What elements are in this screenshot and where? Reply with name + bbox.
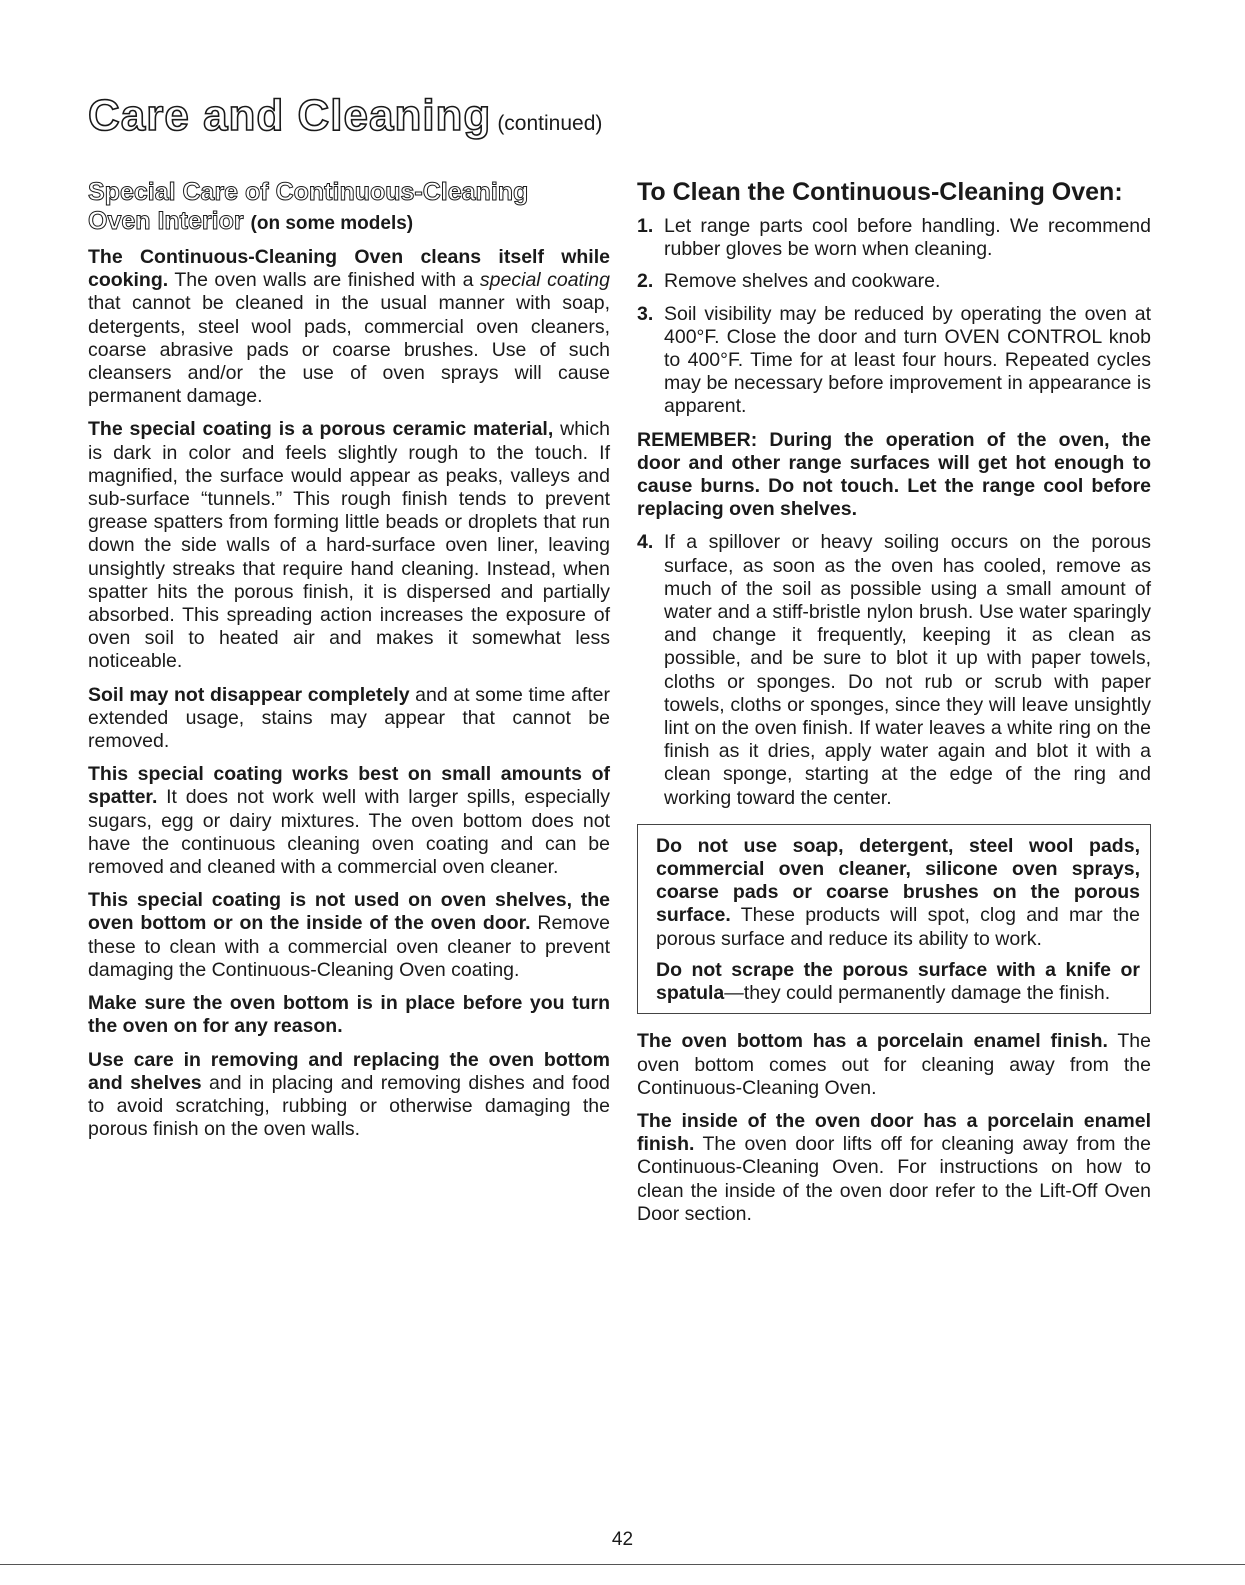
paragraph-text: that cannot be cleaned in the usual manner with soap, detergents, steel wool pads, commercial oven cleaners, coarse abrasive pads or coarse brushes. Use of such cleansers and/or the use of oven sprays will cause permanent damage. [88, 292, 610, 408]
paragraph-italic: special coating [479, 269, 610, 292]
page-number: 42 [611, 1529, 634, 1550]
paragraph-self-cleaning [88, 246, 610, 408]
paragraph-soil [88, 684, 610, 754]
section-title-to-clean: To Clean the Continuous-Cleaning Oven: [637, 178, 1123, 206]
paragraph-text: and in placing and removing dishes and food to avoid scratching, rubbing or otherwise damaging the porous finish on the oven walls. [88, 1071, 611, 1141]
left-column [88, 178, 610, 1151]
paragraph-lead: The inside of the oven door has a porcelain enamel finish. [637, 1109, 1151, 1156]
warning-lead: Do not scrape the porous surface with a knife or spatula [656, 958, 1140, 1005]
paragraph-lead: Use care in removing and replacing the oven bottom and shelves [88, 1048, 610, 1094]
step-text: Remove shelves and cookware. [664, 270, 941, 293]
paragraph-lead: The oven bottom has a porcelain enamel finish. [637, 1030, 1108, 1053]
paragraph-lead: Soil may not disappear completely [88, 683, 410, 706]
paragraph-not-used [88, 889, 610, 982]
page-title [88, 91, 603, 140]
right-column [637, 178, 1151, 1236]
step-item [637, 531, 1151, 809]
step-item [637, 270, 1151, 293]
warning-text: These products will spot, clog and mar the porous surface and reduce its ability to work. [656, 904, 1140, 950]
paragraph-text: Remove these to clean with a commercial oven cleaner to prevent damaging the Continuous-Cleaning Oven coating. [88, 912, 610, 981]
page-title-subtitle: (continued) [497, 112, 603, 135]
paragraph-text: and at some time after extended usage, stains may appear that cannot be removed. [88, 683, 610, 753]
page-title-main: Care and Cleaning [88, 91, 492, 140]
step-text: If a spillover or heavy soiling occurs on the porous surface, as soon as the oven has cooled, remove as much of the soil as possible using a small amount of water and a stiff-bristle nylon brush. Use water sparingly and change it frequently, keeping it as clean as possible, and be sure to blot it up with paper towels, cloths or sponges. Do not rub or scrub with paper towels, cloths or sponges, since they will leave unsightly lint on the oven finish. If water leaves a white ring on the finish as it dries, apply water again and blot it with a clean sponge, starting at the edge of the ring and working toward the center. [664, 531, 1151, 809]
paragraph-text: The oven bottom comes out for cleaning away from the Continuous-Cleaning Oven. [637, 1030, 1151, 1099]
remember-warning [637, 429, 1151, 522]
remember-text: REMEMBER: During the operation of the oven, the door and other range surfaces will get hot enough to cause burns. Do not touch. Let the range cool before replacing oven shelves. [637, 428, 1151, 521]
warning-box [637, 824, 1151, 1014]
paragraph-lead: The special coating is a porous ceramic material, [88, 418, 554, 441]
step-item [637, 215, 1151, 261]
step-number: 4. [637, 531, 654, 554]
paragraph-use-care [88, 1049, 610, 1142]
section-title-special-care [88, 178, 610, 238]
paragraph-lead: The Continuous-Cleaning Oven cleans itself while cooking. [88, 246, 610, 292]
section-title-note: (on some models) [250, 213, 414, 234]
warning-paragraph-products [656, 835, 1140, 951]
bottom-rule [0, 1564, 1245, 1565]
paragraph-lead: This special coating works best on small amounts of spatter. [88, 763, 610, 809]
step-number: 3. [637, 302, 654, 325]
warning-text: —they could permanently damage the finish. [724, 982, 1111, 1005]
warning-lead: Do not use soap, detergent, steel wool pads, commercial oven cleaner, silicone oven sprays, coarse pads or coarse brushes on the porous surface. [656, 834, 1140, 927]
paragraph-text: The oven walls are finished with a [168, 269, 480, 292]
step-number: 2. [637, 270, 654, 293]
paragraph-small-amounts [88, 763, 610, 879]
step-text: Soil visibility may be reduced by operating the oven at 400°F. Close the door and turn OVEN CONTROL knob to 400°F. Time for at least four hours. Repeated cycles may be necessary before improvement in appearance is apparent. [664, 302, 1151, 418]
paragraph-bottom-in-place [88, 992, 610, 1038]
paragraph-text: which is dark in color and feels slightly rough to the touch. If magnified, the surface would appear as peaks, valleys and sub-surface “tunnels.” This rough finish tends to prevent grease spatters from forming little beads or droplets that run down the side walls of a hard-surface oven liner, leaving unsightly streaks that require hand cleaning. Instead, when spatter hits the porous finish, it is dispersed and partially absorbed. This spreading action increases the exposure of oven soil to heated air and makes it somewhat less noticeable. [88, 418, 610, 673]
paragraph-oven-bottom-enamel [637, 1030, 1151, 1100]
section-title-line2: Oven Interior [88, 207, 244, 235]
paragraph-porous-ceramic [88, 418, 610, 673]
paragraph-lead: Make sure the oven bottom is in place before you turn the oven on for any reason. [88, 992, 610, 1038]
step-text: Let range parts cool before handling. We recommend rubber gloves be worn when cleaning. [664, 215, 1151, 261]
paragraph-oven-door-enamel [637, 1110, 1151, 1226]
step-item [637, 303, 1151, 419]
section-title-line1: Special Care of Continuous-Cleaning [88, 178, 529, 206]
paragraph-lead: This special coating is not used on oven shelves, the oven bottom or on the inside of the oven door. [88, 889, 610, 935]
cleaning-steps [637, 215, 1151, 419]
paragraph-text: The oven door lifts off for cleaning away from the Continuous-Cleaning Oven. For instructions on how to clean the inside of the oven door refer to the Lift-Off Oven Door section. [637, 1133, 1151, 1225]
paragraph-text: It does not work well with larger spills, especially sugars, egg or dairy mixtures. The oven bottom does not have the continuous cleaning oven coating and can be removed and cleaned with a commercial oven cleaner. [88, 786, 610, 879]
step-number: 1. [637, 215, 654, 237]
warning-paragraph-scrape [656, 959, 1140, 1005]
cleaning-steps-continued [637, 531, 1151, 809]
